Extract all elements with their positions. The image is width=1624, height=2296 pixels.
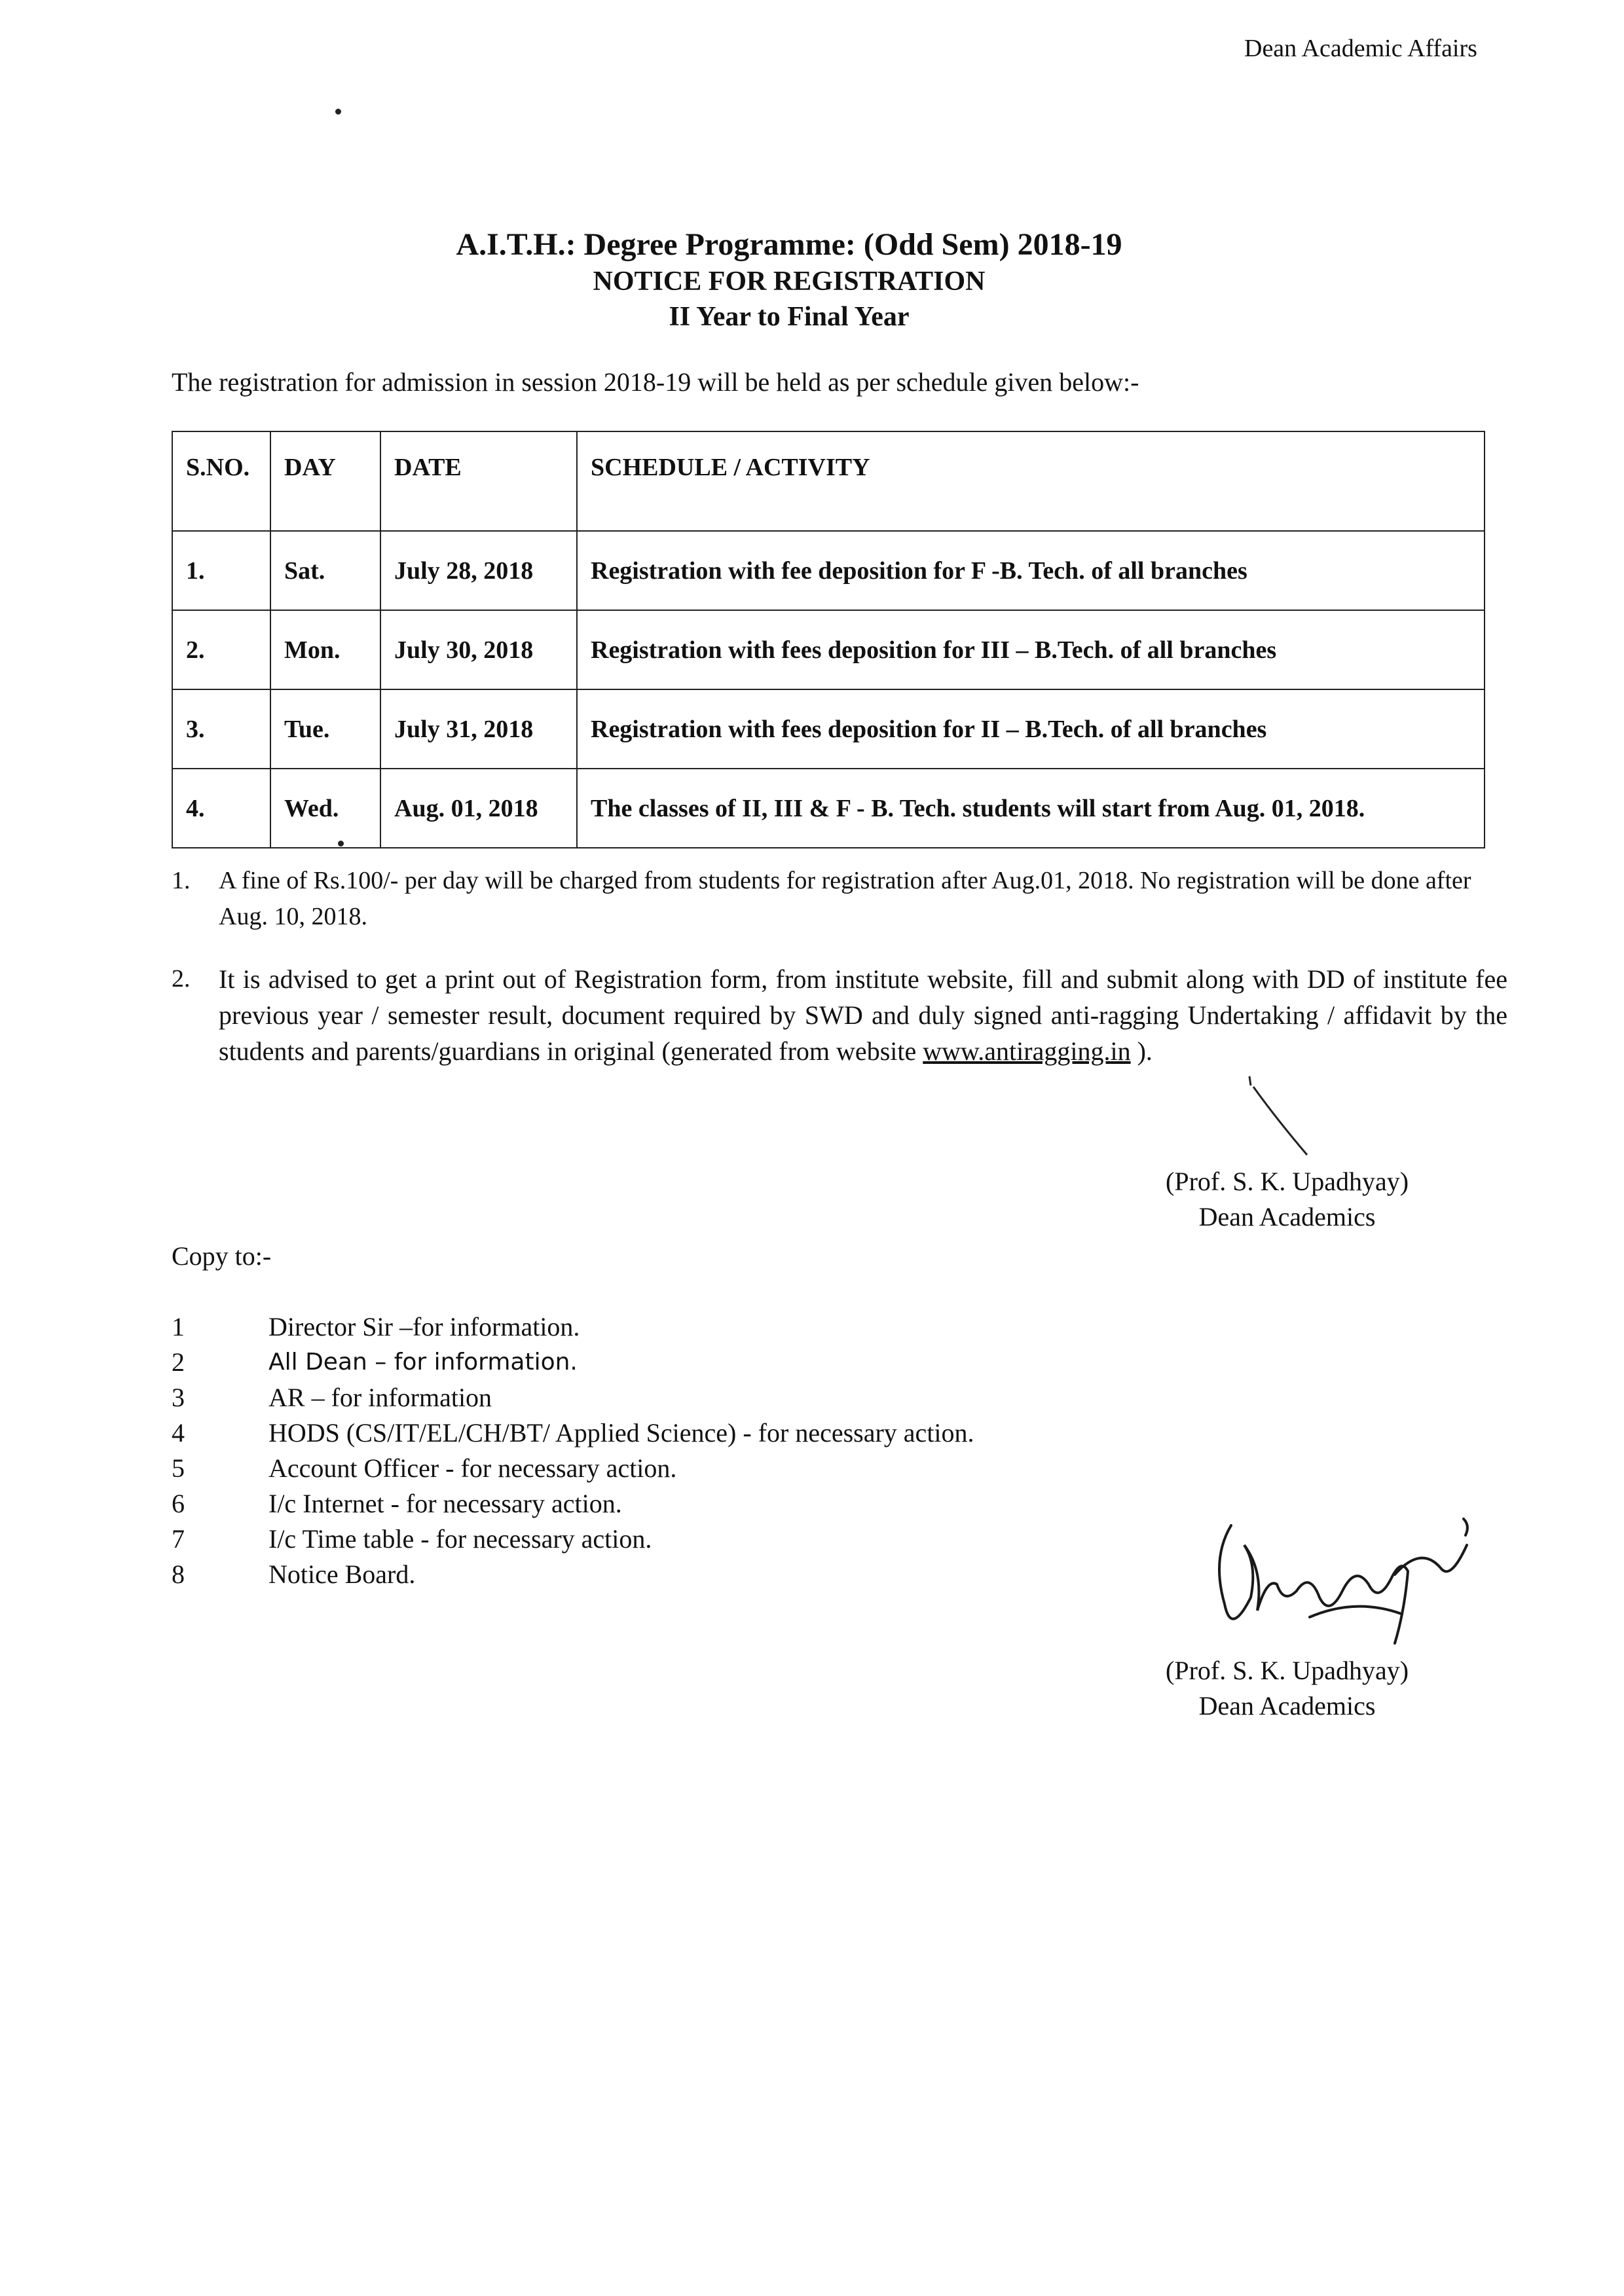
list-item [172,1557,974,1592]
list-item [172,1451,974,1486]
note-number: 1. [172,867,191,894]
col-header-activity: SCHEDULE / ACTIVITY [577,431,1485,531]
list-item [172,1380,974,1415]
item-number: 3 [172,1383,185,1412]
note-text-tail: ). [1130,1036,1153,1066]
item-number: 4 [172,1418,185,1448]
check-stroke-icon [1244,1074,1316,1159]
title-years: II Year to Final Year [669,302,910,332]
table-header-row [172,431,1485,531]
list-item [172,1309,974,1345]
cell-day: Wed. [270,769,380,848]
item-text: All Dean – for information. [268,1349,578,1376]
item-text: Director Sir –for information. [268,1312,580,1341]
cell-sno: 1. [172,531,270,610]
cell-date: July 31, 2018 [380,689,577,769]
antiragging-link[interactable]: www.antiragging.in [923,1036,1131,1066]
list-item [172,1415,974,1451]
list-item [172,1345,974,1380]
cell-date: July 30, 2018 [380,610,577,689]
item-number: 5 [172,1453,185,1483]
item-number: 8 [172,1559,185,1589]
cell-day: Tue. [270,689,380,769]
handwritten-signature-icon [1205,1506,1480,1650]
speck [338,841,344,847]
item-text: Account Officer - for necessary action. [268,1453,677,1483]
notice-title [0,226,1578,335]
item-text: HODS (CS/IT/EL/CH/BT/ Applied Science) - for necessary action. [268,1418,974,1448]
intro-paragraph: The registration for admission in session 2018-19 will be held as per schedule given below:- [172,367,1139,397]
cell-sno: 3. [172,689,270,769]
signatory-block-1 [1166,1164,1409,1235]
cell-day: Mon. [270,610,380,689]
cell-day: Sat. [270,531,380,610]
cell-sno: 2. [172,610,270,689]
schedule-table [172,431,1485,848]
title-notice: NOTICE FOR REGISTRATION [593,266,986,297]
signatory-name: (Prof. S. K. Upadhyay) [1166,1167,1409,1196]
note-text-block [219,961,1507,1069]
note-item [172,961,1507,1069]
col-header-sno: S.NO. [172,431,270,531]
signatory-block-2 [1166,1653,1409,1724]
item-number: 1 [172,1312,185,1341]
cell-activity: Registration with fees deposition for II – B.Tech. of all branches [577,689,1485,769]
notes-list [172,863,1507,1095]
cell-sno: 4. [172,769,270,848]
note-item [172,863,1507,935]
cell-date: Aug. 01, 2018 [380,769,577,848]
item-number: 7 [172,1524,185,1554]
cell-activity: Registration with fees deposition for III – B.Tech. of all branches [577,610,1485,689]
signatory-designation: Dean Academics [1198,1202,1376,1231]
copy-to-label: Copy to:- [172,1241,272,1271]
note-text: It is advised to get a print out of Registration form, from institute website, fill and submit along with DD of institute fee previous year / semester result, document required by SWD and duly signed anti-ragging Undertaking / affidavit by the students and parents/guardians in original (generated from website [219,964,1507,1066]
signatory-designation: Dean Academics [1198,1691,1376,1721]
item-text: I/c Internet - for necessary action. [268,1489,622,1518]
list-item [172,1486,974,1522]
cell-activity: The classes of II, III & F - B. Tech. students will start from Aug. 01, 2018. [577,769,1485,848]
table-row [172,689,1485,769]
speck [335,109,341,115]
cell-date: July 28, 2018 [380,531,577,610]
note-number: 2. [172,965,191,993]
item-text: Notice Board. [268,1559,416,1589]
col-header-day: DAY [270,431,380,531]
col-header-date: DATE [380,431,577,531]
signatory-name: (Prof. S. K. Upadhyay) [1166,1656,1409,1685]
table-row [172,610,1485,689]
item-number: 6 [172,1489,185,1518]
cell-activity: Registration with fee deposition for F -B. Tech. of all branches [577,531,1485,610]
item-text: AR – for information [268,1383,492,1412]
table-row [172,531,1485,610]
title-programme: A.I.T.H.: Degree Programme: (Odd Sem) 2018-19 [456,227,1122,262]
item-number: 2 [172,1347,185,1377]
item-text: I/c Time table - for necessary action. [268,1524,652,1554]
list-item [172,1522,974,1557]
office-heading: Dean Academic Affairs [1244,35,1477,62]
table-row [172,769,1485,848]
note-text: A fine of Rs.100/- per day will be charged from students for registration after Aug.01, 2018. No registration will be done after Aug. 10, 2018. [219,867,1471,930]
copy-to-list [172,1309,974,1592]
